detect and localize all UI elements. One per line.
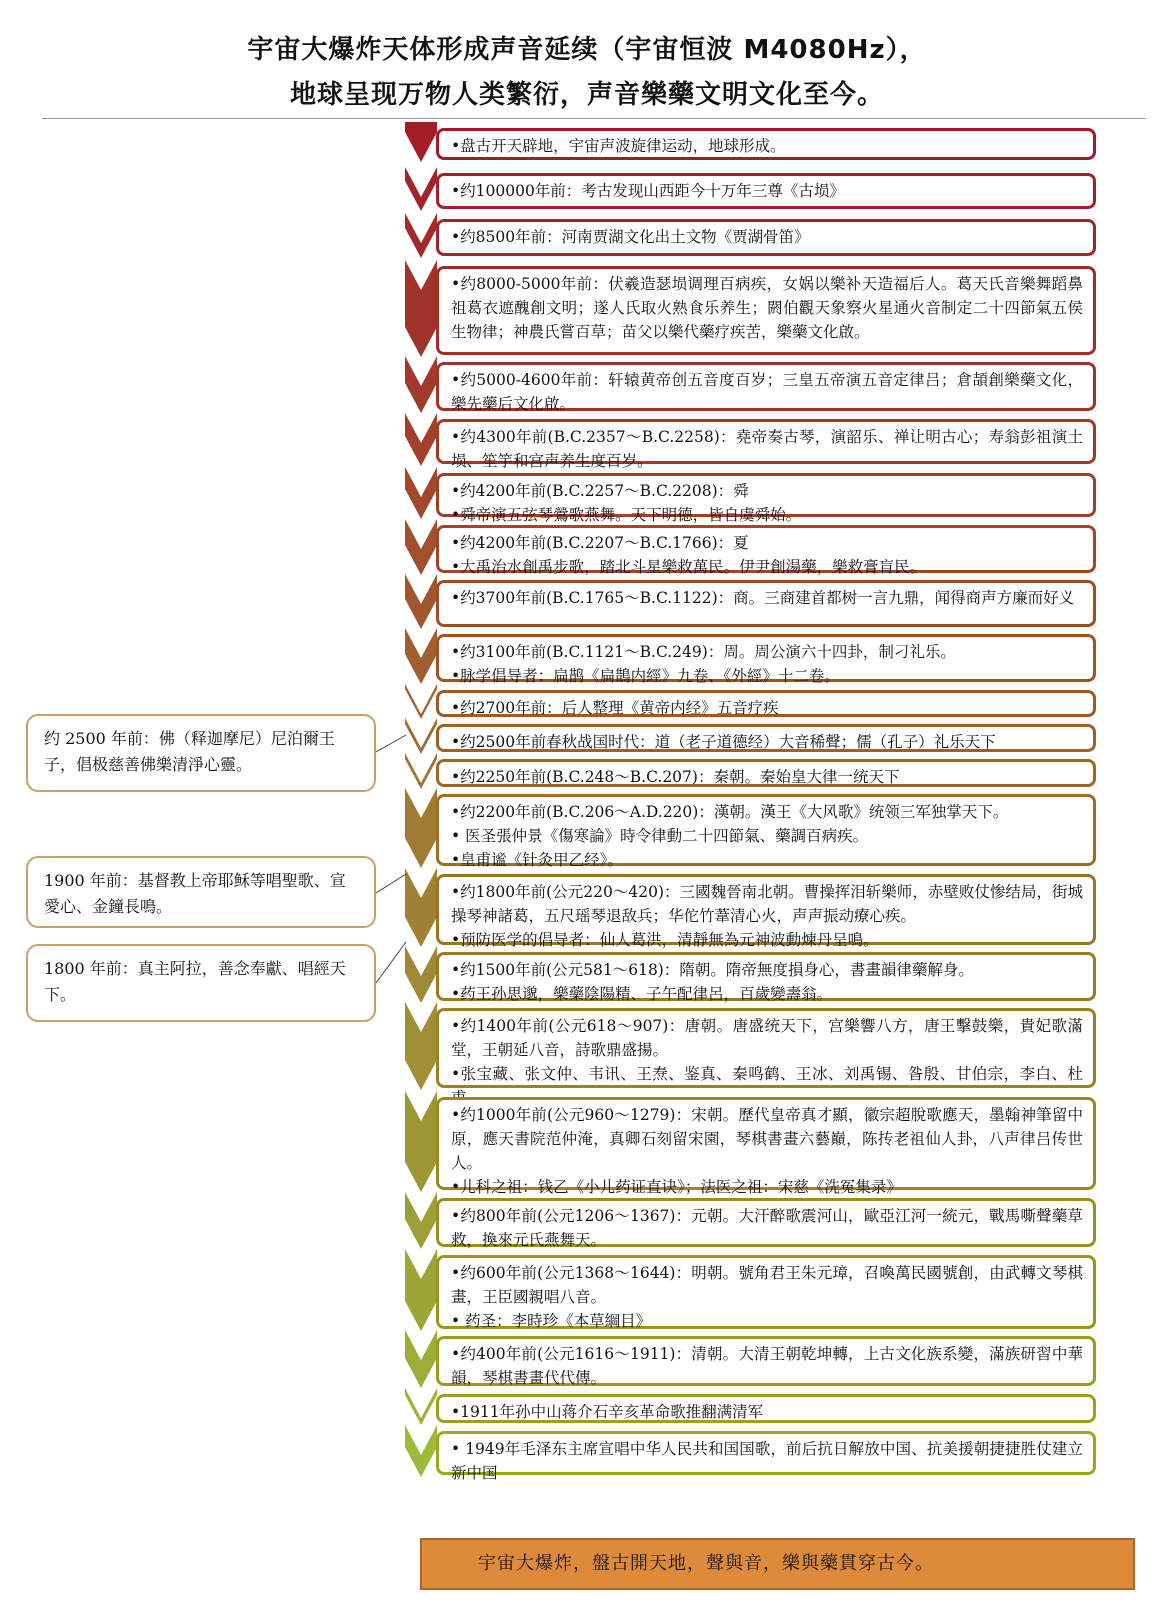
timeline-event [436, 473, 1096, 524]
timeline-event [436, 759, 1096, 787]
chevron-segment [405, 260, 437, 357]
timeline-event-text: •约8500年前：河南贾湖文化出土文物《贾湖骨笛》 [451, 228, 810, 246]
side-note-connector [376, 942, 406, 983]
side-note-text: 1900 年前：基督教上帝耶稣等唱聖歌、宣愛心、金鐘長鳴。 [44, 871, 346, 916]
timeline-event [436, 580, 1096, 627]
side-note-christian [26, 856, 376, 928]
side-note-text: 1800 年前：真主阿拉，善念奉獻、唱經天下。 [44, 959, 346, 1004]
timeline-event [436, 952, 1096, 1001]
timeline-event [436, 794, 1096, 869]
chevron-segment [405, 788, 437, 868]
timeline-event-text: •1911年孙中山蒋介石辛亥革命歌推翻满清军 [451, 1403, 764, 1421]
timeline-event-text: •约3100年前(B.C.1121～B.C.249)：周。周公演六十四卦，制刁礼乐。 [451, 643, 956, 661]
chevron-segment [405, 122, 437, 162]
chevron-segment [405, 1091, 437, 1192]
timeline-event [436, 1198, 1096, 1247]
timeline-event-text: •约4200年前(B.C.2257～B.C.2208)：舜 [451, 482, 749, 500]
title-line-1: 宇宙大爆炸天体形成声音延续（宇宙恒波 M4080Hz）， [247, 35, 927, 65]
chevron-segment [405, 1002, 437, 1090]
timeline-event-text: •约600年前(公元1368～1644)：明朝。號角君王朱元璋，召喚萬民國號創，由武轉文琴棋畫，王臣國親唱八音。 [451, 1264, 1083, 1306]
timeline-event [436, 1097, 1096, 1196]
timeline-event-text: •约1000年前(公元960～1279)：宋朝。歷代皇帝真才顯，徽宗超脫歌應天，墨翰神筆留中原，應天書院范仲淹，真卿石刻留宋園，琴棋書畫六藝巔，陈抟老祖仙人卦，八声律吕传世人。 [451, 1106, 1083, 1172]
timeline-event-text: •儿科之祖：钱乙《小儿药证直诀》；法医之祖：宋慈《洗冤集录》 [451, 1178, 902, 1196]
timeline-event-text: •约2700年前：后人整理《黄帝内经》五音疗疾 [451, 699, 779, 717]
chevron-segment [405, 1249, 437, 1331]
timeline-event-text: • 1949年毛泽东主席宣唱中华人民共和国国歌，前后抗日解放中国、抗美援朝捷捷胜仗建立新中国 [451, 1440, 1083, 1482]
timeline-event [436, 874, 1096, 949]
timeline-event-text: •皇甫谧《针灸甲乙经》。 [451, 851, 623, 869]
timeline-event [436, 1431, 1096, 1482]
timeline-event [436, 419, 1096, 470]
footer-summary-bar [420, 1538, 1135, 1590]
timeline-event-text: •盘古开天辟地，宇宙声波旋律运动，地球形成。 [451, 137, 786, 155]
side-note-connector [376, 735, 406, 752]
side-note-connector [376, 874, 406, 893]
footer-text: 宇宙大爆炸，盤古開天地，聲與音，樂與藥貫穿古今。 [478, 1553, 934, 1574]
timeline-event-text: •约100000年前：考古发现山西距今十万年三尊《古埙》 [451, 182, 845, 200]
timeline-event-text: •约400年前(公元1616～1911)：清朝。大清王朝乾坤轉，上古文化族系變，滿族研習中華韻，琴棋書畫代代傳。 [451, 1345, 1083, 1387]
timeline-event-text: •张宝藏、张文仲、韦讯、王焘、鉴真、秦鸣鹤、王冰、刘禹锡、昝殷、甘伯宗，李白、杜 [451, 1065, 1083, 1083]
timeline-event [436, 634, 1096, 685]
timeline-event [436, 525, 1096, 576]
timeline-event [436, 362, 1096, 411]
timeline-event-text: •脉学倡导者：扁鹊《扁鵲内經》九卷、《外經》十二卷。 [451, 667, 840, 685]
side-note-islam [26, 944, 376, 1022]
timeline-event-text: •约2200年前(B.C.206～A.D.220)：漢朝。漢王《大风歌》统领三军独掌天下。 [451, 803, 1009, 821]
timeline-event [436, 173, 1096, 209]
chevron-segment [405, 684, 437, 719]
chevron-segment [405, 574, 437, 629]
timeline-event-text: •约3700年前(B.C.1765～B.C.1122)：商。三商建首都树一言九鼎，闻得商声方廉而好义 [451, 589, 1075, 607]
chevron-segment [405, 1425, 437, 1477]
chevron-segment [405, 213, 437, 258]
timeline-event [436, 724, 1096, 752]
timeline-event [436, 128, 1096, 160]
timeline-event [436, 266, 1096, 355]
timeline-event-text: •约1400年前(公元618～907)：唐朝。唐盛统天下，宫樂響八方，唐王擊鼓樂，貴妃歌滿堂，王朝延八音，詩歌鼎盛揚。 [451, 1017, 1083, 1059]
timeline-event-text: •预防医学的倡导者：仙人葛洪，清靜無為元神波動煉丹呈鳴。 [451, 931, 879, 949]
timeline-event-text: •大禹治水創禹步歌，踏北斗星樂救萬民。伊尹創湯藥，樂救膏肓民。 [451, 558, 926, 576]
chevron-segment [405, 167, 437, 211]
timeline-event-text: •约5000-4600年前：轩辕黄帝创五音度百岁；三皇五帝演五音定律吕；倉頡創樂藥文化，樂先藥后文化啟。 [451, 371, 1083, 413]
chevron-segment [405, 868, 437, 947]
timeline-event [436, 1394, 1096, 1423]
timeline-event-text: •药王孙思邈，樂藥陰陽精、子午配律呂，百歲變壽翁。 [451, 985, 833, 1003]
side-note-buddha [26, 714, 376, 792]
chevron-segment [405, 413, 437, 466]
timeline-event-text: •约2250年前(B.C.248～B.C.207)：秦朝。秦始皇大律一统天下 [451, 768, 900, 786]
timeline-event-text: • 医圣張仲景《傷寒論》時令律動二十四節氣、藥調百病疾。 [451, 827, 869, 845]
timeline-event-text: •约8000-5000年前：伏羲造瑟埙调理百病疾，女娲以樂补天造福后人。葛天氏音樂舞蹈鼻祖葛衣遮醜創文明；遂人氏取火熟食乐养生；閼伯觀天象察火星通火音制定二十四節氣五侯生物律；神農氏嘗百草；苗父以樂代藥疗疾苦，樂藥文化啟。 [451, 275, 1083, 341]
timeline-event [436, 1008, 1096, 1088]
timeline-event [436, 219, 1096, 256]
chevron-segment [405, 946, 437, 1003]
timeline-event [436, 1336, 1096, 1386]
timeline-event-text: •约1500年前(公元581～618)：隋朝。隋帝無度損身心，書畫韻律藥解身。 [451, 961, 974, 979]
timeline-event-text: •舜帝演五弦琴鶯歌燕舞。天下明德，皆自虞舜始。 [451, 506, 802, 524]
timeline-event-text: •约4300年前(B.C.2357～B.C.2258)：堯帝奏古琴，演韶乐、禅让明古心；寿翁彭祖演土埙、笙竽和宫声养生度百岁。 [451, 428, 1083, 470]
chevron-segment [405, 753, 437, 789]
chevron-segment [405, 718, 437, 754]
chevron-segment [405, 1330, 437, 1388]
timeline-event [436, 1255, 1096, 1329]
timeline-event-text: •约2500年前春秋战国时代：道（老子道德经）大音稀聲；儒（孔子）礼乐天下 [451, 733, 996, 751]
title-line-2: 地球呈现万物人类繁衍，声音樂藥文明文化至今。 [289, 80, 884, 110]
chevron-segment [405, 1388, 437, 1425]
timeline-event-text: •约4200年前(B.C.2207～B.C.1766)：夏 [451, 534, 749, 552]
timeline-event-text: •约1800年前(公元220～420)：三國魏晉南北朝。曹操挥泪斩樂师，赤壁败仗惨结局，街城操琴神諸葛，五尺瑶琴退敌兵；华佗竹葦清心火，声声振动療心疾。 [451, 883, 1083, 925]
chevron-segment [405, 628, 437, 684]
timeline-event [436, 690, 1096, 717]
timeline-event-text: • 药圣：李時珍《本草綱目》 [451, 1312, 652, 1330]
chevron-segment [405, 356, 437, 413]
timeline-event-text: •约800年前(公元1206～1367)：元朝。大汗醉歌震河山，歐亞江河一統元，戰馬嘶聲藥草救，換來元氏燕舞天。 [451, 1207, 1083, 1249]
side-note-text: 约 2500 年前：佛（释迦摩尼）尼泊爾王子，倡极慈善佛樂清淨心靈。 [44, 729, 335, 774]
chevron-segment [405, 519, 437, 575]
chevron-segment [405, 1192, 437, 1249]
chevron-segment [405, 467, 437, 519]
